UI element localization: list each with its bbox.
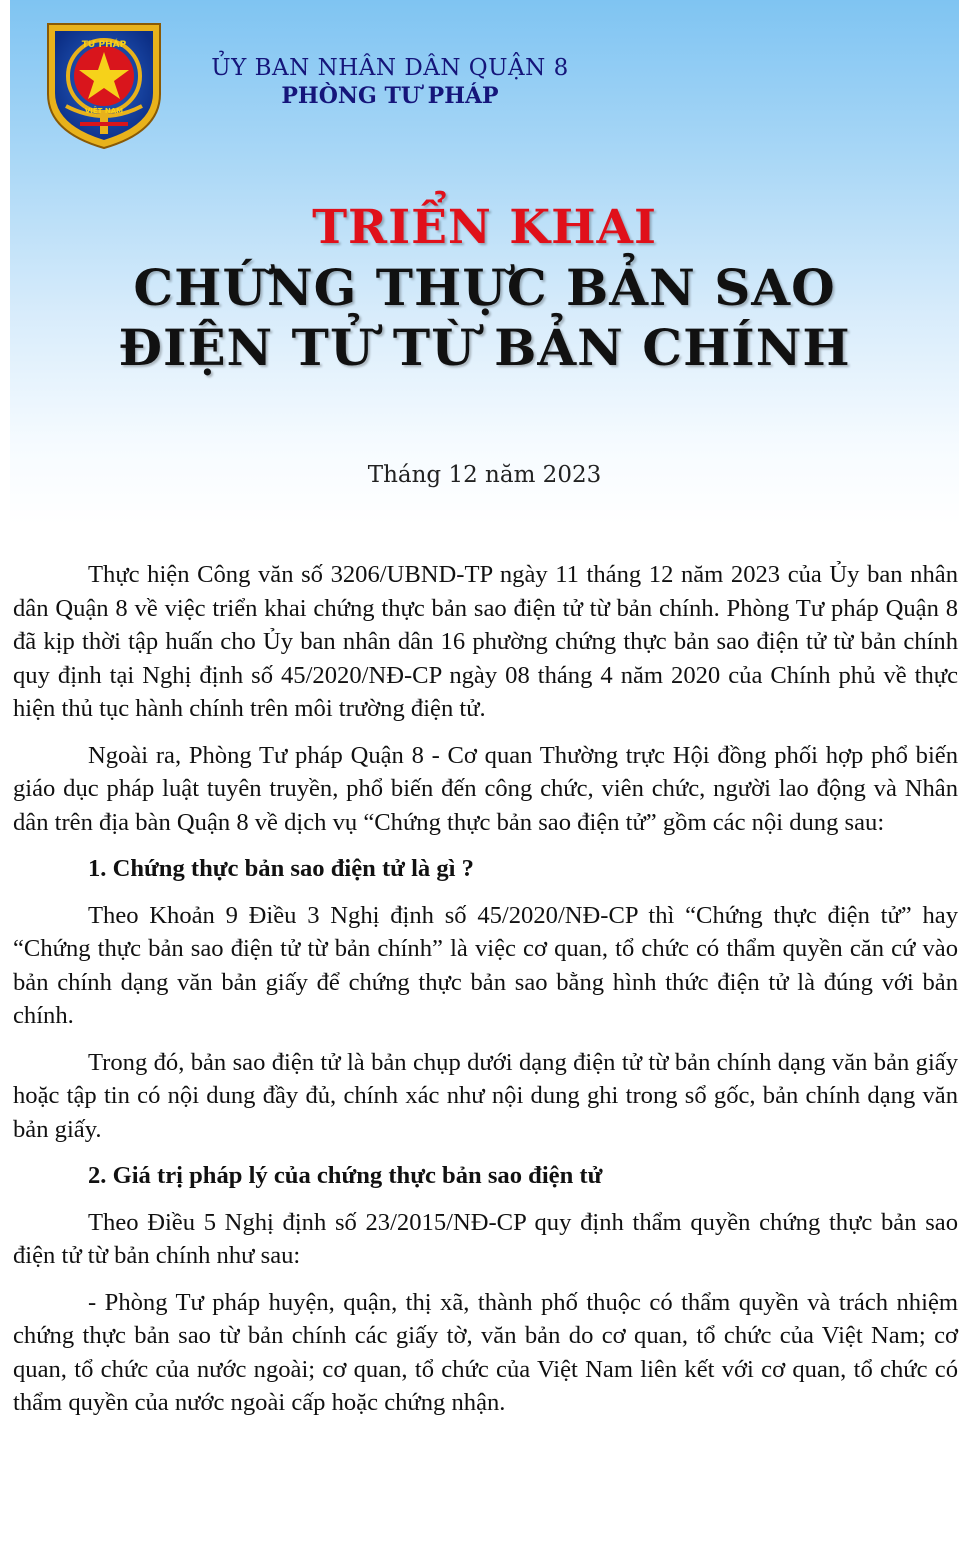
paragraph-outreach: Ngoài ra, Phòng Tư pháp Quận 8 - Cơ quan Thường trực Hội đồng phối hợp phổ biến giáo dục pháp luật tuyên truyền, phổ biến đến công chức, viên chức, người lao động và Nhân dân trên địa bàn Quận 8 về dịch vụ “Chứng thực bản sao điện tử” gồm các nội dung sau: <box>13 741 958 836</box>
organization-header <box>180 55 600 109</box>
title-line-2: CHỨNG THỰC BẢN SAO <box>133 258 836 317</box>
paragraph-electronic-copy: Trong đó, bản sao điện tử là bản chụp dưới dạng điện tử từ bản chính dạng văn bản giấy hoặc tập tin có nội dung đầy đủ, chính xác như nội dung ghi trong sổ gốc, bản chính dạng văn bản giấy. <box>13 1048 958 1143</box>
title-line-3: ĐIỆN TỬ TỪ BẢN CHÍNH <box>118 318 851 377</box>
section-heading-2: 2. Giá trị pháp lý của chứng thực bản sao điện tử <box>88 1162 603 1189</box>
department-name: PHÒNG TƯ PHÁP <box>281 83 499 109</box>
publication-date: Tháng 12 năm 2023 <box>367 462 602 488</box>
ministry-of-justice-emblem-icon <box>36 14 172 154</box>
section-heading-1: 1. Chứng thực bản sao điện tử là gì ? <box>88 855 474 882</box>
paragraph-intro: Thực hiện Công văn số 3206/UBND-TP ngày 11 tháng 12 năm 2023 của Ủy ban nhân dân Quận 8 về việc triển khai chứng thực bản sao điện tử từ bản chính. Phòng Tư pháp Quận 8 đã kịp thời tập huấn cho Ủy ban nhân dân 16 phường chứng thực bản sao điện tử từ bản chính quy định tại Nghị định số 45/2020/NĐ-CP ngày 08 tháng 4 năm 2020 của Chính phủ về thực hiện thủ tục hành chính trên môi trường điện tử. <box>13 561 958 722</box>
paragraph-authority: - Phòng Tư pháp huyện, quận, thị xã, thành phố thuộc có thẩm quyền và trách nhiệm chứng thực bản sao từ bản chính các giấy tờ, văn bản do cơ quan, tổ chức của Việt Nam; cơ quan, tổ chức của nước ngoài; cơ quan, tổ chức của Việt Nam liên kết với cơ quan, tổ chức có thẩm quyền của nước ngoài cấp hoặc chứng nhận. <box>13 1288 958 1416</box>
logo-text-top: TƯ PHÁP <box>81 40 127 50</box>
title-line-1: TRIỂN KHAI <box>312 200 657 255</box>
article-body <box>13 558 958 1433</box>
logo-text-bottom: VIỆT NAM <box>84 107 124 115</box>
paragraph-legal-basis: Theo Điều 5 Nghị định số 23/2015/NĐ-CP quy định thẩm quyền chứng thực bản sao điện tử từ bản chính như sau: <box>13 1208 958 1269</box>
paragraph-definition: Theo Khoản 9 Điều 3 Nghị định số 45/2020/NĐ-CP thì “Chứng thực điện tử” hay “Chứng thực bản sao điện tử từ bản chính” là việc cơ quan, tổ chức có thẩm quyền căn cứ vào bản chính dạng văn bản giấy để chứng thực bản sao bằng hình thức điện tử là đúng với bản chính. <box>13 901 958 1029</box>
org-name: ỦY BAN NHÂN DÂN QUẬN 8 <box>211 55 569 81</box>
